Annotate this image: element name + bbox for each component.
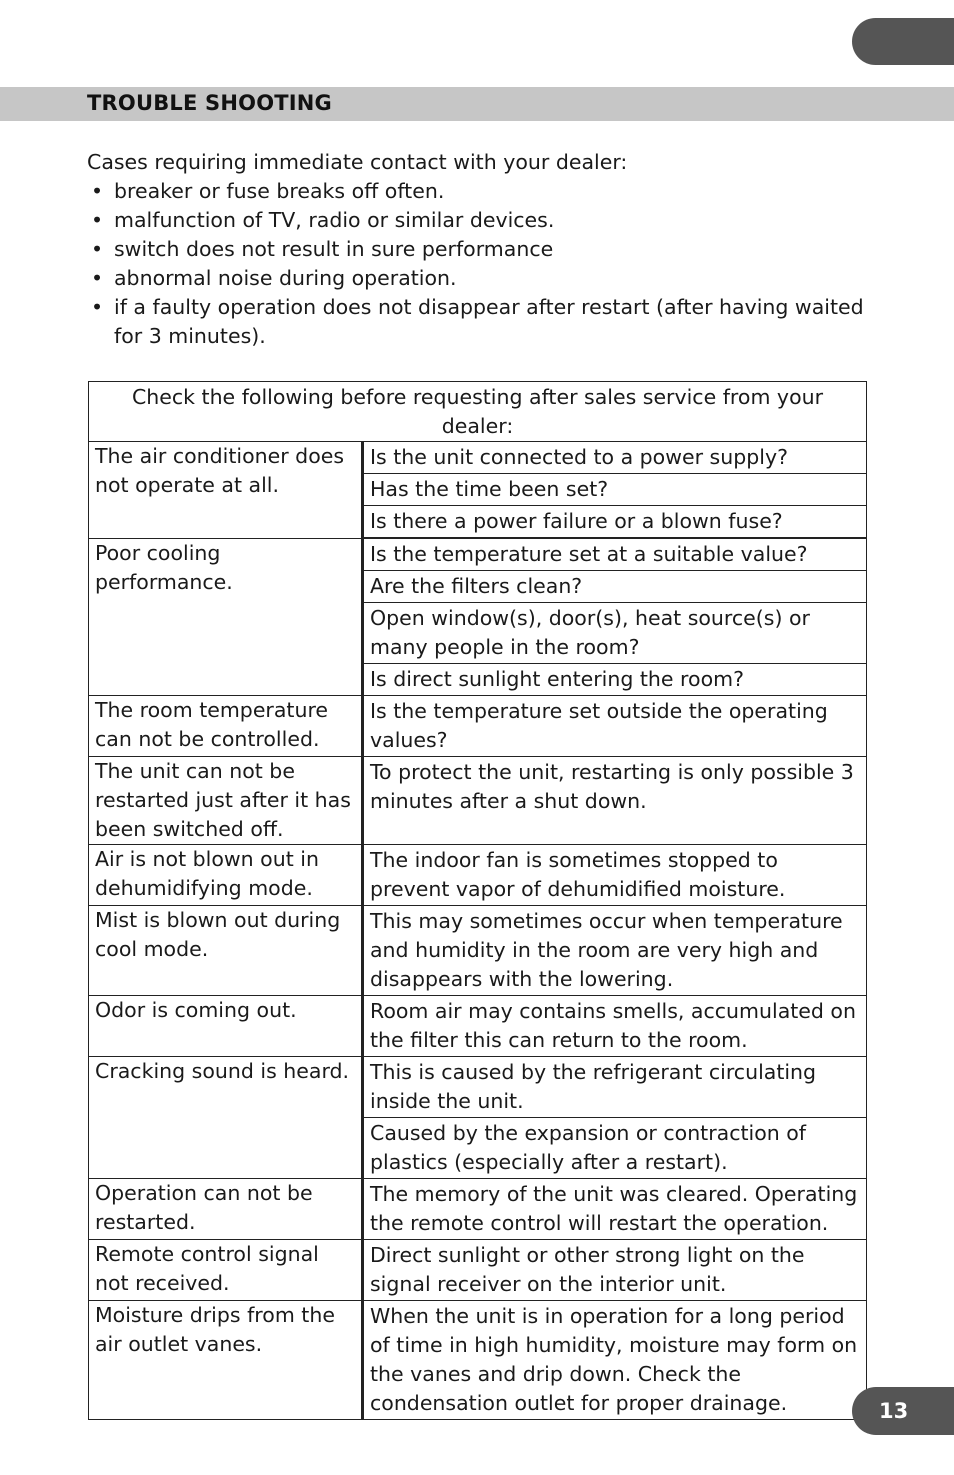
bullet-icon: • bbox=[91, 266, 104, 290]
check-cell: When the unit is in operation for a long period of time in high humidity, moisture may form on the vanes and drip down. Check the condensation outlet for proper drainage. bbox=[363, 1301, 867, 1420]
table-row bbox=[89, 757, 867, 845]
problem-cell: Poor cooling performance. bbox=[89, 538, 363, 696]
check-cell: Open window(s), door(s), heat source(s) or many people in the room? bbox=[363, 603, 867, 664]
bullet-icon: • bbox=[91, 179, 104, 203]
list-item-text: if a faulty operation does not disappear after restart (after having waited for 3 minutes). bbox=[114, 295, 864, 348]
check-cell: Is the unit connected to a power supply? bbox=[363, 442, 867, 474]
table-row bbox=[89, 1057, 867, 1118]
corner-tab-decoration bbox=[852, 18, 954, 65]
contact-dealer-list bbox=[87, 177, 877, 351]
table-row bbox=[89, 906, 867, 996]
table-row bbox=[89, 442, 867, 474]
bullet-icon: • bbox=[91, 295, 104, 319]
check-cell: Caused by the expansion or contraction of plastics (especially after a restart). bbox=[363, 1118, 867, 1179]
check-cell: Is the temperature set at a suitable value? bbox=[363, 538, 867, 571]
problem-cell: Moisture drips from the air outlet vanes. bbox=[89, 1301, 363, 1420]
table-header-row bbox=[89, 382, 867, 442]
bullet-icon: • bbox=[91, 237, 104, 261]
troubleshooting-table bbox=[88, 381, 867, 1420]
list-item-text: switch does not result in sure performance bbox=[114, 237, 554, 261]
table-row bbox=[89, 845, 867, 906]
section-header-bar bbox=[0, 87, 954, 121]
table-row bbox=[89, 696, 867, 757]
check-cell: The memory of the unit was cleared. Operating the remote control will restart the operation. bbox=[363, 1179, 867, 1240]
list-item-text: breaker or fuse breaks off often. bbox=[114, 179, 445, 203]
intro-lead: Cases requiring immediate contact with your dealer: bbox=[87, 150, 628, 174]
list-item-text: abnormal noise during operation. bbox=[114, 266, 457, 290]
problem-cell: Odor is coming out. bbox=[89, 996, 363, 1057]
problem-cell: The unit can not be restarted just after it has been switched off. bbox=[89, 757, 363, 845]
problem-cell: Remote control signal not received. bbox=[89, 1240, 363, 1301]
check-cell: The indoor fan is sometimes stopped to prevent vapor of dehumidified moisture. bbox=[363, 845, 867, 906]
check-cell: Direct sunlight or other strong light on the signal receiver on the interior unit. bbox=[363, 1240, 867, 1301]
check-cell: Are the filters clean? bbox=[363, 571, 867, 603]
problem-cell: Air is not blown out in dehumidifying mode. bbox=[89, 845, 363, 906]
list-item-text: malfunction of TV, radio or similar devices. bbox=[114, 208, 555, 232]
section-title: TROUBLE SHOOTING bbox=[87, 91, 332, 115]
table-row bbox=[89, 1301, 867, 1420]
list-item bbox=[87, 293, 877, 351]
page-number-tab bbox=[852, 1387, 954, 1435]
check-cell: Room air may contains smells, accumulated on the filter this can return to the room. bbox=[363, 996, 867, 1057]
problem-cell: Mist is blown out during cool mode. bbox=[89, 906, 363, 996]
problem-cell: The air conditioner does not operate at all. bbox=[89, 442, 363, 539]
check-cell: Is direct sunlight entering the room? bbox=[363, 664, 867, 696]
check-cell: To protect the unit, restarting is only possible 3 minutes after a shut down. bbox=[363, 757, 867, 845]
table-row bbox=[89, 996, 867, 1057]
bullet-icon: • bbox=[91, 208, 104, 232]
table-row bbox=[89, 1179, 867, 1240]
list-item bbox=[87, 177, 877, 206]
check-cell: Has the time been set? bbox=[363, 474, 867, 506]
problem-cell: The room temperature can not be controlled. bbox=[89, 696, 363, 757]
list-item bbox=[87, 264, 877, 293]
check-cell: This is caused by the refrigerant circulating inside the unit. bbox=[363, 1057, 867, 1118]
check-cell: Is there a power failure or a blown fuse? bbox=[363, 506, 867, 539]
list-item bbox=[87, 206, 877, 235]
table-row bbox=[89, 538, 867, 571]
problem-cell: Cracking sound is heard. bbox=[89, 1057, 363, 1179]
table-header: Check the following before requesting after sales service from your dealer: bbox=[89, 382, 867, 442]
table-row bbox=[89, 1240, 867, 1301]
page-number: 13 bbox=[879, 1399, 909, 1423]
list-item bbox=[87, 235, 877, 264]
check-cell: This may sometimes occur when temperature and humidity in the room are very high and disappears with the lowering. bbox=[363, 906, 867, 996]
intro-block bbox=[87, 148, 877, 351]
check-cell: Is the temperature set outside the operating values? bbox=[363, 696, 867, 757]
problem-cell: Operation can not be restarted. bbox=[89, 1179, 363, 1240]
